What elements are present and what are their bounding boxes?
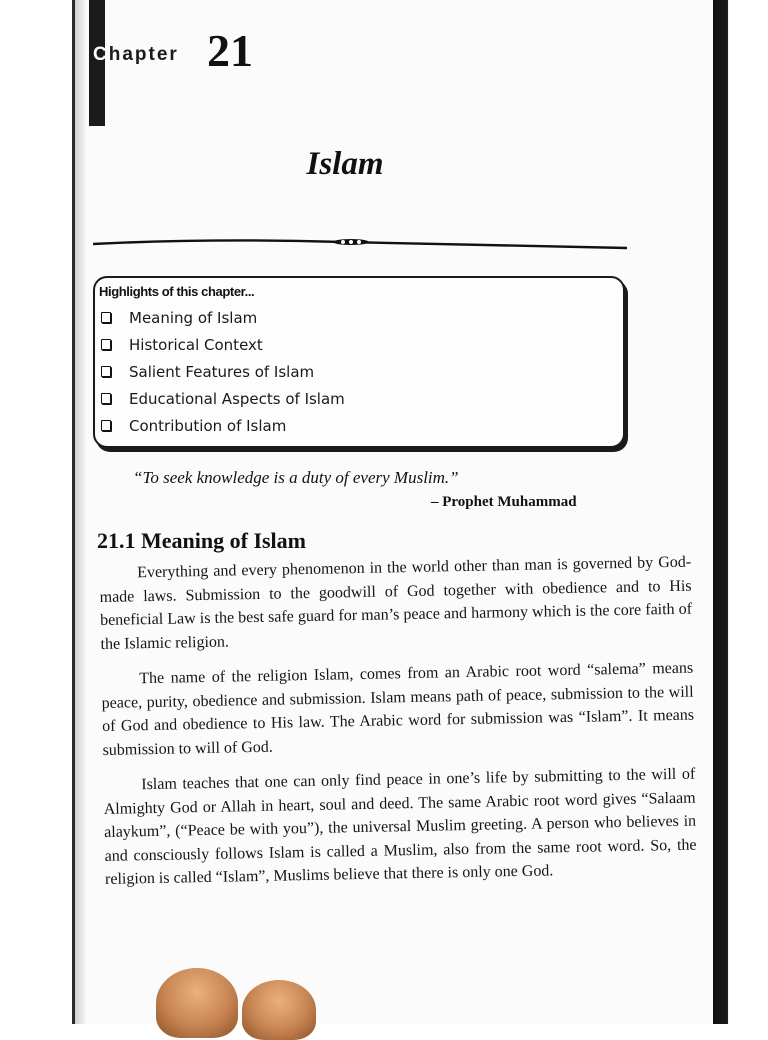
checkbox-bullet-icon — [101, 420, 111, 431]
fingertip-left — [156, 968, 238, 1038]
chapter-label-rest: hapter — [108, 44, 179, 65]
highlight-item — [101, 385, 345, 412]
checkbox-bullet-icon — [101, 339, 111, 350]
highlight-item-label: Educational Aspects of Islam — [129, 389, 345, 408]
checkbox-bullet-icon — [101, 366, 111, 377]
holding-fingers — [156, 966, 316, 1030]
highlights-box — [93, 276, 625, 448]
title-divider-rule — [93, 234, 627, 254]
fingertip-right — [242, 980, 316, 1040]
body-paragraph: Islam teaches that one can only find peace in one’s life by submitting to the will of Almighty God or Allah in heart, soul and deed. The same Arabic root word gives “Salaam alaykum”, (“Peace be with you”), the universal Muslim greeting. A person who believes in and consciously follows Islam is called a Muslim, also from the same root word. So, the religion is called “Islam”, Muslims believe that there is only one God. — [103, 765, 697, 888]
highlight-item-label: Historical Context — [129, 335, 263, 354]
highlight-item-label: Meaning of Islam — [129, 308, 258, 327]
checkbox-bullet-icon — [101, 312, 111, 323]
highlight-item — [101, 358, 345, 385]
section-body — [99, 551, 697, 904]
epigraph-quote: “To seek knowledge is a duty of every Muslim.” — [133, 468, 459, 487]
chapter-number: 21 — [207, 25, 253, 76]
epigraph-author: – Prophet Muhammad — [431, 494, 577, 510]
highlight-item-label: Contribution of Islam — [129, 416, 287, 435]
body-paragraph: The name of the religion Islam, comes from an Arabic root word “salema” means peace, purity, obedience and submission. Islam means path of peace, submission to the will of God and obedience to His law. The Arabic word for submission was “Islam”. It means submission to will of God. — [101, 659, 695, 759]
body-paragraph: Everything and every phenomenon in the world other than man is governed by God-made laws. Submission to the goodwill of God together with obedience and to His beneficial Law is the best safe guard for man’s peace and harmony which is the core faith of the Islamic religion. — [99, 553, 693, 653]
highlights-heading: Highlights of this chapter... — [99, 284, 255, 299]
highlight-item — [101, 331, 345, 358]
highlight-item — [101, 304, 345, 331]
book-page — [72, 0, 713, 1024]
chapter-title: Islam — [306, 146, 384, 182]
checkbox-bullet-icon — [101, 393, 111, 404]
chapter-label — [93, 44, 179, 66]
section-heading: 21.1 Meaning of Islam — [97, 528, 306, 553]
background-surface — [706, 0, 768, 1024]
highlights-list — [101, 304, 345, 439]
highlight-item — [101, 412, 345, 439]
chapter-label-initial: C — [93, 44, 109, 65]
highlight-item-label: Salient Features of Islam — [129, 362, 315, 381]
